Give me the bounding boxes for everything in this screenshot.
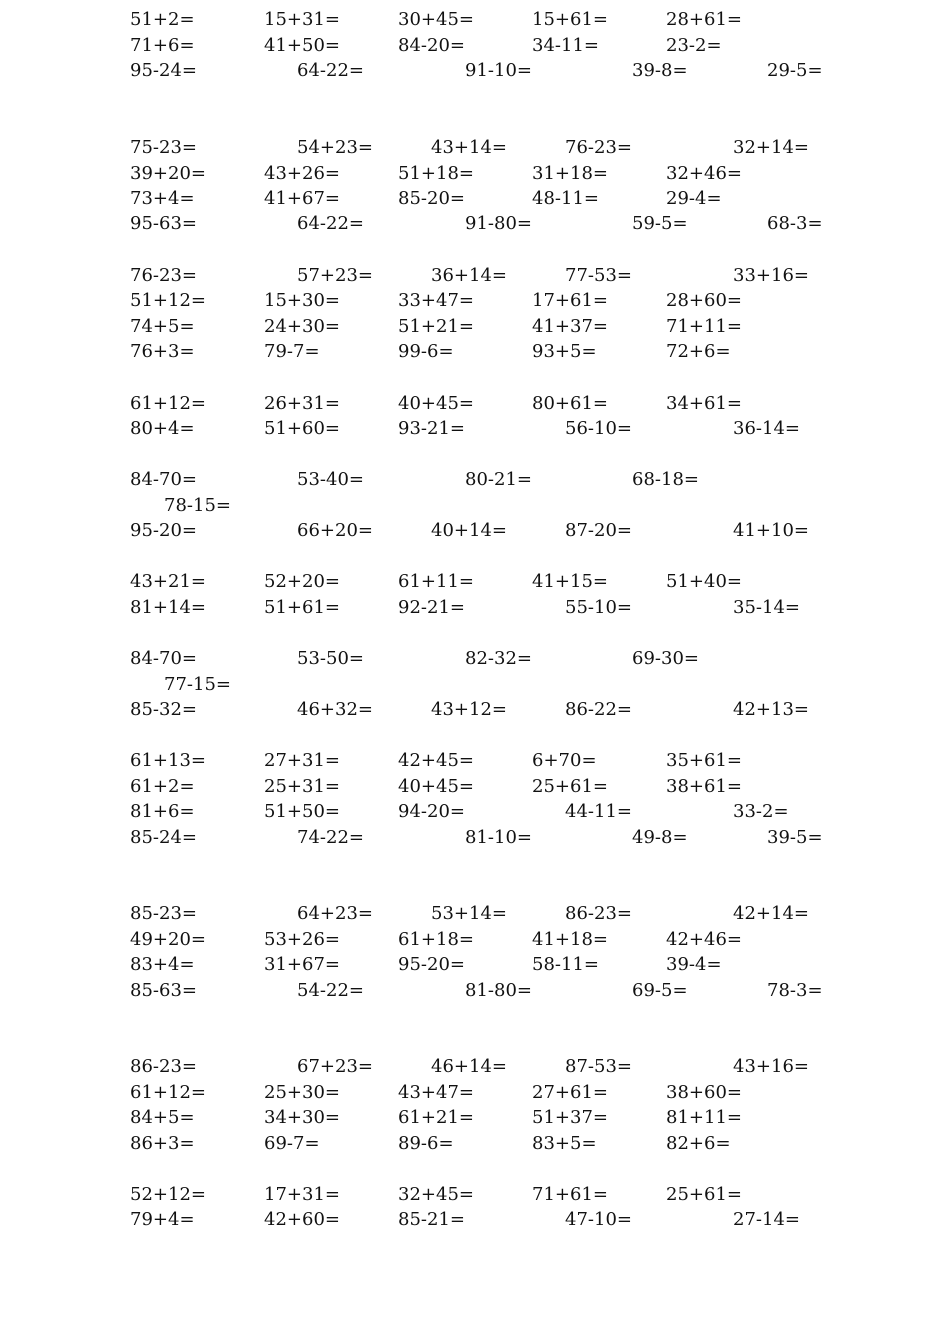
- math-problem: 39+20=: [130, 163, 206, 184]
- math-problem: 81+11=: [666, 1107, 742, 1128]
- math-problem: 72+6=: [666, 341, 731, 362]
- math-problem: 43+21=: [130, 571, 206, 592]
- math-problem: 56-10=: [565, 418, 632, 439]
- math-problem: 47-10=: [565, 1209, 632, 1230]
- math-problem: 82+6=: [666, 1133, 731, 1154]
- math-problem: 64-22=: [297, 60, 364, 81]
- math-problem: 28+61=: [666, 9, 742, 30]
- math-problem: 85-63=: [130, 980, 197, 1001]
- math-problem: 42+46=: [666, 929, 742, 950]
- problem-line: [0, 467, 950, 493]
- math-problem: 77-53=: [565, 265, 632, 286]
- math-problem: 51+40=: [666, 571, 742, 592]
- math-problem: 67+23=: [297, 1056, 373, 1077]
- math-problem: 34+30=: [264, 1107, 340, 1128]
- math-problem: 76-23=: [565, 137, 632, 158]
- math-problem: 27-14=: [733, 1209, 800, 1230]
- math-problem: 81+14=: [130, 597, 206, 618]
- math-problem: 27+61=: [532, 1082, 608, 1103]
- math-problem: 95-20=: [130, 520, 197, 541]
- problem-line: [0, 58, 950, 84]
- math-problem: 32+14=: [733, 137, 809, 158]
- math-problem: 25+61=: [666, 1184, 742, 1205]
- math-problem: 61+2=: [130, 776, 195, 797]
- math-problem: 28+60=: [666, 290, 742, 311]
- math-problem: 42+13=: [733, 699, 809, 720]
- math-problem: 71+11=: [666, 316, 742, 337]
- math-problem: 84-70=: [130, 648, 197, 669]
- math-problem: 95-20=: [398, 954, 465, 975]
- math-problem: 69-7=: [264, 1133, 320, 1154]
- math-problem: 43+14=: [431, 137, 507, 158]
- math-problem: 53+14=: [431, 903, 507, 924]
- math-problem: 86-22=: [565, 699, 632, 720]
- math-problem: 53+26=: [264, 929, 340, 950]
- math-problem: 86-23=: [565, 903, 632, 924]
- math-problem: 17+31=: [264, 1184, 340, 1205]
- math-problem: 30+45=: [398, 9, 474, 30]
- math-problem: 51+2=: [130, 9, 195, 30]
- math-problem: 53-50=: [297, 648, 364, 669]
- problem-line: [0, 978, 950, 1004]
- math-problem: 51+21=: [398, 316, 474, 337]
- math-problem: 89-6=: [398, 1133, 454, 1154]
- problem-line: [0, 901, 950, 927]
- math-problem: 24+30=: [264, 316, 340, 337]
- math-problem: 55-10=: [565, 597, 632, 618]
- problem-line: [0, 1080, 950, 1106]
- math-problem: 79-7=: [264, 341, 320, 362]
- problem-line: [0, 339, 950, 365]
- math-problem: 42+14=: [733, 903, 809, 924]
- math-problem: 81-80=: [465, 980, 532, 1001]
- problem-line: [0, 288, 950, 314]
- math-problem: 64+23=: [297, 903, 373, 924]
- math-problem: 35-14=: [733, 597, 800, 618]
- math-problem: 78-15=: [164, 495, 231, 516]
- problem-line: [0, 493, 950, 519]
- problem-line: [0, 927, 950, 953]
- math-problem: 76+3=: [130, 341, 195, 362]
- math-problem: 85-24=: [130, 827, 197, 848]
- math-problem: 61+21=: [398, 1107, 474, 1128]
- math-problem: 31+67=: [264, 954, 340, 975]
- math-problem: 29-5=: [767, 60, 823, 81]
- math-problem: 61+18=: [398, 929, 474, 950]
- math-problem: 69-30=: [632, 648, 699, 669]
- math-problem: 80-21=: [465, 469, 532, 490]
- math-problem: 85-32=: [130, 699, 197, 720]
- math-problem: 35+61=: [666, 750, 742, 771]
- math-problem: 27+31=: [264, 750, 340, 771]
- problem-line: [0, 825, 950, 851]
- math-problem: 93-21=: [398, 418, 465, 439]
- math-problem: 33+16=: [733, 265, 809, 286]
- math-problem: 66+20=: [297, 520, 373, 541]
- math-problem: 84+5=: [130, 1107, 195, 1128]
- math-problem: 80+4=: [130, 418, 195, 439]
- math-problem: 17+61=: [532, 290, 608, 311]
- math-problem: 76-23=: [130, 265, 197, 286]
- math-problem: 85-20=: [398, 188, 465, 209]
- math-problem: 36+14=: [431, 265, 507, 286]
- math-problem: 54-22=: [297, 980, 364, 1001]
- math-problem: 82-32=: [465, 648, 532, 669]
- math-problem: 34+61=: [666, 393, 742, 414]
- math-problem: 15+31=: [264, 9, 340, 30]
- problem-line: [0, 646, 950, 672]
- math-problem: 71+61=: [532, 1184, 608, 1205]
- problem-line: [0, 595, 950, 621]
- math-problem: 87-20=: [565, 520, 632, 541]
- math-problem: 92-21=: [398, 597, 465, 618]
- math-problem: 81-10=: [465, 827, 532, 848]
- math-problem: 95-63=: [130, 213, 197, 234]
- math-problem: 99-6=: [398, 341, 454, 362]
- math-problem: 52+20=: [264, 571, 340, 592]
- math-problem: 32+46=: [666, 163, 742, 184]
- problem-line: [0, 1207, 950, 1233]
- math-problem: 77-15=: [164, 674, 231, 695]
- math-problem: 69-5=: [632, 980, 688, 1001]
- problem-line: [0, 186, 950, 212]
- math-problem: 52+12=: [130, 1184, 206, 1205]
- math-problem: 83+4=: [130, 954, 195, 975]
- math-problem: 91-80=: [465, 213, 532, 234]
- problem-line: [0, 1131, 950, 1157]
- math-problem: 41+18=: [532, 929, 608, 950]
- math-problem: 87-53=: [565, 1056, 632, 1077]
- math-problem: 78-3=: [767, 980, 823, 1001]
- math-problem: 95-24=: [130, 60, 197, 81]
- math-problem: 43+47=: [398, 1082, 474, 1103]
- math-problem: 40+45=: [398, 776, 474, 797]
- math-problem: 15+61=: [532, 9, 608, 30]
- math-problem: 43+12=: [431, 699, 507, 720]
- problem-line: [0, 1182, 950, 1208]
- problem-line: [0, 1054, 950, 1080]
- math-problem: 41+15=: [532, 571, 608, 592]
- math-problem: 32+45=: [398, 1184, 474, 1205]
- math-problem: 61+12=: [130, 393, 206, 414]
- problem-line: [0, 211, 950, 237]
- math-problem: 68-18=: [632, 469, 699, 490]
- math-problem: 94-20=: [398, 801, 465, 822]
- math-problem: 42+60=: [264, 1209, 340, 1230]
- math-problem: 51+60=: [264, 418, 340, 439]
- math-problem: 86+3=: [130, 1133, 195, 1154]
- math-problem: 40+14=: [431, 520, 507, 541]
- math-problem: 54+23=: [297, 137, 373, 158]
- problem-line: [0, 7, 950, 33]
- math-problem: 84-70=: [130, 469, 197, 490]
- math-problem: 6+70=: [532, 750, 597, 771]
- math-problem: 34-11=: [532, 35, 599, 56]
- math-problem: 73+4=: [130, 188, 195, 209]
- math-problem: 93+5=: [532, 341, 597, 362]
- math-problem: 58-11=: [532, 954, 599, 975]
- math-problem: 83+5=: [532, 1133, 597, 1154]
- math-problem: 79+4=: [130, 1209, 195, 1230]
- math-problem: 42+45=: [398, 750, 474, 771]
- math-problem: 57+23=: [297, 265, 373, 286]
- math-problem: 51+18=: [398, 163, 474, 184]
- math-problem: 61+12=: [130, 1082, 206, 1103]
- math-problem: 46+32=: [297, 699, 373, 720]
- problem-line: [0, 33, 950, 59]
- problem-line: [0, 697, 950, 723]
- math-problem: 49+20=: [130, 929, 206, 950]
- math-problem: 15+30=: [264, 290, 340, 311]
- math-problem: 46+14=: [431, 1056, 507, 1077]
- math-problem: 74-22=: [297, 827, 364, 848]
- math-problem: 39-4=: [666, 954, 722, 975]
- math-problem: 29-4=: [666, 188, 722, 209]
- math-problem: 41+37=: [532, 316, 608, 337]
- problem-line: [0, 1105, 950, 1131]
- problem-line: [0, 135, 950, 161]
- math-problem: 48-11=: [532, 188, 599, 209]
- math-problem: 39-8=: [632, 60, 688, 81]
- math-problem: 33-2=: [733, 801, 789, 822]
- math-problem: 23-2=: [666, 35, 722, 56]
- math-problem: 51+37=: [532, 1107, 608, 1128]
- math-problem: 40+45=: [398, 393, 474, 414]
- math-problem: 64-22=: [297, 213, 364, 234]
- math-problem: 51+12=: [130, 290, 206, 311]
- math-problem: 85-21=: [398, 1209, 465, 1230]
- math-problem: 74+5=: [130, 316, 195, 337]
- problem-line: [0, 569, 950, 595]
- math-problem: 38+61=: [666, 776, 742, 797]
- math-problem: 49-8=: [632, 827, 688, 848]
- math-problem: 31+18=: [532, 163, 608, 184]
- math-problem: 71+6=: [130, 35, 195, 56]
- math-problem: 86-23=: [130, 1056, 197, 1077]
- problem-line: [0, 391, 950, 417]
- math-problem: 59-5=: [632, 213, 688, 234]
- problem-line: [0, 748, 950, 774]
- math-problem: 38+60=: [666, 1082, 742, 1103]
- math-problem: 68-3=: [767, 213, 823, 234]
- problem-line: [0, 416, 950, 442]
- math-problem: 43+26=: [264, 163, 340, 184]
- math-problem: 41+10=: [733, 520, 809, 541]
- problem-line: [0, 518, 950, 544]
- math-problem: 91-10=: [465, 60, 532, 81]
- math-problem: 51+50=: [264, 801, 340, 822]
- math-problem: 51+61=: [264, 597, 340, 618]
- math-problem: 33+47=: [398, 290, 474, 311]
- math-problem: 44-11=: [565, 801, 632, 822]
- problem-line: [0, 672, 950, 698]
- problem-line: [0, 799, 950, 825]
- problem-line: [0, 774, 950, 800]
- math-problem: 25+61=: [532, 776, 608, 797]
- math-problem: 36-14=: [733, 418, 800, 439]
- math-problem: 75-23=: [130, 137, 197, 158]
- math-problem: 85-23=: [130, 903, 197, 924]
- math-problem: 41+50=: [264, 35, 340, 56]
- math-problem: 61+11=: [398, 571, 474, 592]
- math-problem: 84-20=: [398, 35, 465, 56]
- math-problem: 61+13=: [130, 750, 206, 771]
- problem-line: [0, 263, 950, 289]
- problem-line: [0, 314, 950, 340]
- math-problem: 80+61=: [532, 393, 608, 414]
- problem-line: [0, 952, 950, 978]
- math-problem: 25+30=: [264, 1082, 340, 1103]
- math-problem: 25+31=: [264, 776, 340, 797]
- math-problem: 41+67=: [264, 188, 340, 209]
- math-problem: 53-40=: [297, 469, 364, 490]
- math-problem: 43+16=: [733, 1056, 809, 1077]
- math-problem: 39-5=: [767, 827, 823, 848]
- problem-line: [0, 161, 950, 187]
- math-problem: 81+6=: [130, 801, 195, 822]
- math-problem: 26+31=: [264, 393, 340, 414]
